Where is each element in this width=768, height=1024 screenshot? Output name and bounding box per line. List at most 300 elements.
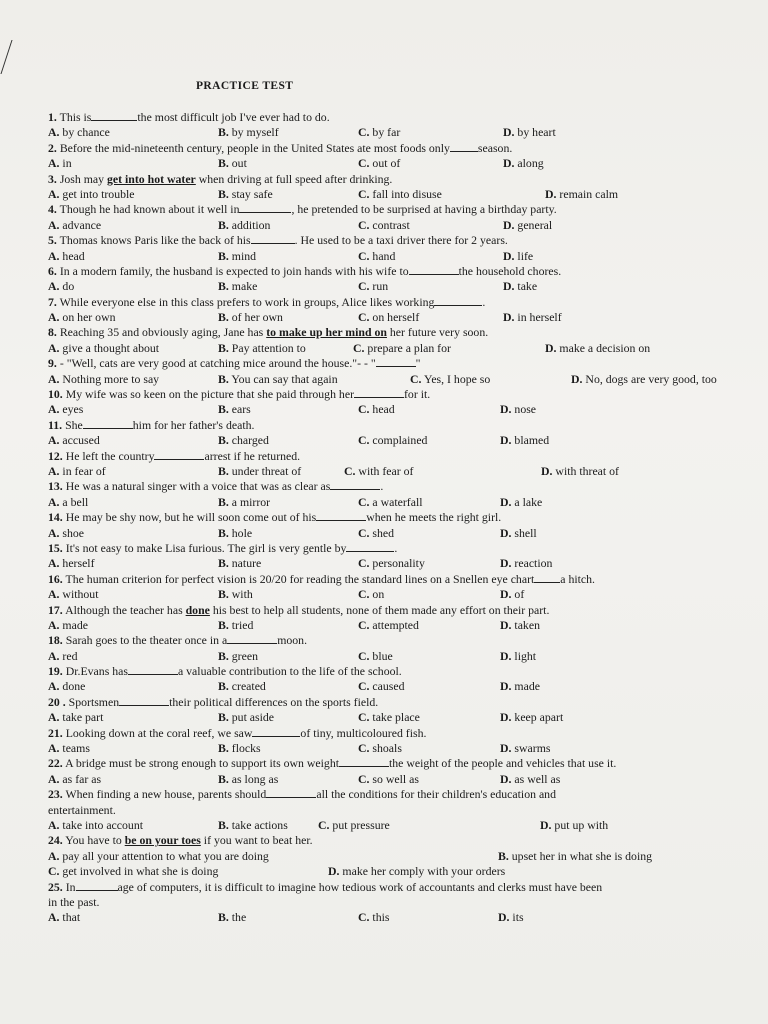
answer-option[interactable] — [358, 710, 420, 725]
answer-option[interactable] — [218, 249, 256, 264]
answer-blank — [76, 880, 118, 891]
answer-option[interactable] — [48, 249, 85, 264]
option-text: that — [62, 910, 81, 925]
option-letter: B. — [218, 402, 229, 417]
option-text: out of — [372, 156, 401, 171]
option-letter: B. — [218, 617, 229, 632]
question-stem — [48, 110, 738, 125]
option-letter: B. — [218, 340, 229, 355]
option-text: fall into disuse — [372, 186, 442, 201]
answer-option[interactable] — [48, 710, 103, 725]
option-letter: C. — [358, 494, 370, 509]
question-number: 14. — [48, 510, 63, 525]
answer-blank — [119, 695, 169, 706]
option-text: created — [231, 679, 266, 694]
option-letter: D. — [540, 817, 552, 832]
stem-text: the weight of the people and vehicles that use it. — [389, 756, 617, 771]
option-letter: A. — [48, 125, 60, 140]
options-row — [48, 679, 738, 694]
question-stem — [48, 202, 738, 217]
option-letter: C. — [358, 771, 370, 786]
stem-text: . — [394, 540, 398, 555]
option-text: taken — [514, 617, 540, 632]
answer-option[interactable] — [358, 125, 400, 140]
options-row — [48, 433, 738, 448]
options-row — [48, 372, 738, 387]
answer-option[interactable] — [344, 464, 413, 479]
question-stem — [48, 541, 738, 556]
option-letter: D. — [500, 433, 512, 448]
answer-option[interactable] — [500, 556, 552, 571]
options-row — [48, 526, 738, 541]
options-row — [48, 741, 738, 756]
answer-option[interactable] — [500, 526, 537, 541]
stem-text: Sportsmen — [68, 694, 120, 709]
answer-option[interactable] — [48, 310, 116, 325]
underlined-phrase: be on your toes — [124, 833, 201, 848]
stem-text: if you want to beat her. — [200, 833, 313, 848]
option-letter: B. — [218, 710, 229, 725]
option-text: by far — [372, 125, 401, 140]
question-stem — [48, 695, 738, 710]
option-letter: B. — [218, 741, 229, 756]
answer-blank — [409, 264, 459, 275]
answer-option[interactable] — [48, 279, 74, 294]
option-text: green — [231, 648, 258, 663]
answer-option[interactable] — [218, 556, 261, 571]
answer-option[interactable] — [48, 679, 85, 694]
option-letter: D. — [500, 771, 512, 786]
options-row — [48, 772, 738, 787]
answer-blank — [450, 141, 478, 152]
answer-option[interactable] — [358, 649, 393, 664]
option-text: flocks — [231, 741, 261, 756]
option-letter: A. — [48, 587, 60, 602]
stem-text: the most difficult job I've ever had to do. — [137, 110, 330, 124]
option-text: in — [62, 156, 72, 171]
option-letter: C. — [358, 648, 370, 663]
answer-option[interactable] — [410, 372, 490, 387]
option-text: contrast — [372, 217, 410, 232]
option-text: so well as — [372, 771, 419, 786]
stem-text: He may be shy now, but he will soon come out of his — [65, 510, 317, 525]
answer-option[interactable] — [571, 372, 717, 387]
options-row — [48, 587, 738, 602]
answer-option[interactable] — [328, 864, 505, 879]
answer-option[interactable] — [48, 587, 98, 602]
option-text: its — [512, 910, 524, 925]
option-text: shoals — [372, 741, 402, 756]
answer-option[interactable] — [358, 218, 410, 233]
option-text: with threat of — [555, 463, 619, 478]
option-letter: B. — [218, 463, 229, 478]
option-text: hand — [372, 248, 396, 263]
stem-text: He left the country — [65, 448, 155, 463]
answer-blank — [251, 233, 295, 244]
options-row — [48, 341, 738, 356]
answer-option[interactable] — [48, 433, 100, 448]
option-letter: D. — [500, 741, 512, 756]
option-text: get involved in what she is doing — [62, 864, 219, 879]
option-letter: C. — [358, 741, 370, 756]
option-text: general — [517, 217, 553, 232]
question-stem — [48, 479, 738, 494]
answer-option[interactable] — [358, 402, 395, 417]
option-letter: D. — [500, 525, 512, 540]
options-row — [48, 402, 738, 417]
answer-option[interactable] — [48, 218, 101, 233]
question-stem — [48, 572, 738, 587]
answer-option[interactable] — [358, 679, 405, 694]
options-row — [48, 310, 738, 325]
option-text: get into trouble — [62, 186, 135, 201]
answer-option[interactable] — [218, 433, 269, 448]
options-row — [48, 864, 738, 879]
stem-text: their political differences on the sports field. — [169, 694, 379, 709]
question-number: 3. — [48, 171, 57, 186]
underlined-phrase: done — [185, 602, 210, 617]
option-text: take part — [62, 710, 104, 725]
question-stem — [48, 726, 738, 741]
answer-option[interactable] — [500, 402, 536, 417]
answer-option[interactable] — [218, 402, 251, 417]
answer-option[interactable] — [503, 218, 552, 233]
answer-option[interactable] — [503, 156, 544, 171]
answer-option[interactable] — [358, 910, 389, 925]
answer-option[interactable] — [498, 910, 524, 925]
answer-option[interactable] — [218, 741, 261, 756]
option-letter: C. — [358, 910, 370, 925]
answer-option[interactable] — [48, 187, 135, 202]
answer-option[interactable] — [500, 710, 563, 725]
question-stem — [48, 325, 738, 340]
option-letter: C. — [358, 310, 370, 325]
option-text: take place — [372, 710, 420, 725]
stem-text: A bridge must be strong enough to support its own weight — [65, 756, 339, 771]
option-text: blue — [372, 648, 393, 663]
answer-blank — [154, 449, 204, 460]
answer-blank — [346, 541, 394, 552]
question-number: 1. — [48, 110, 57, 124]
option-letter: B. — [218, 771, 229, 786]
option-letter: D. — [498, 910, 510, 925]
option-letter: B. — [218, 156, 229, 171]
question-stem-continued: entertainment. — [48, 802, 116, 817]
options-row — [48, 710, 738, 725]
option-letter: C. — [410, 371, 422, 386]
stem-text: In a modern family, the husband is expected to join hands with his wife to — [59, 263, 409, 278]
answer-option[interactable] — [218, 495, 270, 510]
option-text: take actions — [231, 817, 288, 832]
stem-text: When finding a new house, parents should — [65, 787, 267, 802]
option-text: life — [517, 248, 534, 263]
question-number: 23. — [48, 787, 63, 802]
answer-option[interactable] — [218, 910, 246, 925]
answer-option[interactable] — [218, 618, 253, 633]
answer-option[interactable] — [358, 741, 402, 756]
answer-option[interactable] — [218, 772, 278, 787]
option-letter: D. — [503, 217, 515, 232]
option-letter: B. — [218, 679, 229, 694]
question-stem — [48, 141, 738, 156]
option-letter: D. — [500, 648, 512, 663]
stem-text: - "Well, cats are very good at catching mice around the house."- - " — [59, 356, 376, 371]
option-text: with fear of — [358, 463, 414, 478]
answer-blank — [128, 664, 178, 675]
answer-option[interactable] — [500, 772, 560, 787]
answer-option[interactable] — [48, 402, 83, 417]
stem-text: his best to help all students, none of them made any effort on their part. — [209, 602, 550, 617]
answer-option[interactable] — [545, 341, 650, 356]
option-text: as well as — [514, 771, 561, 786]
question-number: 13. — [48, 479, 63, 494]
answer-option[interactable] — [218, 372, 338, 387]
option-letter: D. — [500, 617, 512, 632]
option-text: make her comply with your orders — [342, 864, 506, 879]
answer-option[interactable] — [503, 279, 537, 294]
answer-option[interactable] — [358, 249, 395, 264]
stem-text: It's not easy to make Lisa furious. The girl is very gentle by — [65, 540, 347, 555]
answer-option[interactable] — [48, 849, 269, 864]
answer-option[interactable] — [218, 818, 288, 833]
answer-option[interactable] — [353, 341, 451, 356]
option-letter: B. — [218, 494, 229, 509]
answer-option[interactable] — [218, 649, 258, 664]
answer-option[interactable] — [503, 249, 533, 264]
option-letter: D. — [500, 587, 512, 602]
stem-text: Although the teacher has — [65, 602, 186, 617]
answer-option[interactable] — [318, 818, 390, 833]
question-stem — [48, 833, 738, 848]
option-letter: A. — [48, 402, 60, 417]
option-text: put up with — [554, 817, 609, 832]
option-letter: A. — [48, 494, 60, 509]
options-row — [48, 156, 738, 171]
option-text: the — [231, 910, 247, 925]
stem-text: Though he had known about it well in — [59, 202, 240, 217]
option-text: nature — [231, 556, 262, 571]
question-number: 22. — [48, 756, 63, 771]
answer-option[interactable] — [218, 710, 274, 725]
answer-option[interactable] — [358, 618, 419, 633]
answer-option[interactable] — [48, 818, 143, 833]
answer-option[interactable] — [500, 618, 540, 633]
answer-option[interactable] — [48, 495, 88, 510]
answer-option[interactable] — [48, 910, 80, 925]
option-letter: C. — [358, 679, 370, 694]
stem-text: him for her father's death. — [132, 417, 255, 432]
answer-option[interactable] — [218, 218, 270, 233]
answer-option[interactable] — [358, 433, 427, 448]
question-stem — [48, 664, 738, 679]
option-letter: D. — [503, 125, 515, 140]
options-row — [48, 187, 738, 202]
option-letter: A. — [48, 463, 60, 478]
stem-text: for it. — [404, 387, 431, 402]
answer-option[interactable] — [48, 772, 101, 787]
options-row — [48, 279, 738, 294]
answer-option[interactable] — [503, 125, 556, 140]
option-text: Nothing more to say — [62, 371, 160, 386]
option-text: on her own — [62, 310, 116, 325]
stem-text: This is — [59, 110, 92, 124]
answer-option[interactable] — [48, 341, 159, 356]
answer-option[interactable] — [358, 156, 400, 171]
answer-option[interactable] — [358, 772, 419, 787]
option-text: ears — [231, 402, 251, 417]
option-letter: D. — [503, 248, 515, 263]
option-letter: A. — [48, 310, 60, 325]
option-text: stay safe — [231, 186, 273, 201]
option-text: out — [231, 156, 247, 171]
option-letter: A. — [48, 340, 60, 355]
stem-text: Before the mid-nineteenth century, people in the United States ate most foods only — [59, 140, 450, 155]
option-text: by chance — [62, 125, 110, 140]
answer-option[interactable] — [48, 156, 72, 171]
option-text: Pay attention to — [231, 340, 306, 355]
option-letter: C. — [358, 525, 370, 540]
answer-option[interactable] — [358, 187, 442, 202]
answer-option[interactable] — [358, 310, 419, 325]
answer-blank — [339, 756, 389, 767]
stem-text: She — [65, 417, 83, 432]
answer-option[interactable] — [500, 679, 540, 694]
option-text: shoe — [62, 525, 85, 540]
page-title: PRACTICE TEST — [196, 80, 294, 92]
answer-option[interactable] — [498, 849, 652, 864]
answer-option[interactable] — [48, 372, 159, 387]
stem-text: age of computers, it is difficult to imagine how tedious work of accountants and clerks must have been — [117, 879, 603, 894]
option-text: of her own — [231, 310, 283, 325]
answer-option[interactable] — [500, 433, 549, 448]
option-letter: D. — [500, 710, 512, 725]
option-text: advance — [62, 217, 102, 232]
answer-option[interactable] — [358, 495, 423, 510]
options-row — [48, 849, 738, 864]
answer-option[interactable] — [48, 125, 110, 140]
answer-option[interactable] — [500, 741, 550, 756]
question-stem — [48, 172, 738, 187]
option-text: put aside — [231, 710, 275, 725]
option-letter: C. — [353, 340, 365, 355]
answer-option[interactable] — [540, 818, 608, 833]
answer-option[interactable] — [48, 864, 218, 879]
answer-option[interactable] — [218, 341, 306, 356]
option-letter: C. — [358, 217, 370, 232]
option-letter: A. — [48, 679, 60, 694]
stem-text: Looking down at the coral reef, we saw — [65, 725, 253, 740]
answer-option[interactable] — [218, 125, 279, 140]
option-letter: D. — [500, 679, 512, 694]
answer-option[interactable] — [358, 526, 394, 541]
option-letter: A. — [48, 217, 60, 232]
option-letter: B. — [218, 248, 229, 263]
option-text: eyes — [62, 402, 84, 417]
answer-option[interactable] — [218, 587, 253, 602]
options-row — [48, 556, 738, 571]
option-letter: C. — [358, 186, 370, 201]
option-letter: A. — [48, 279, 60, 294]
answer-option[interactable] — [218, 187, 273, 202]
question-number: 21. — [48, 725, 63, 740]
option-text: a waterfall — [372, 494, 423, 509]
question-number: 19. — [48, 664, 63, 679]
option-letter: C. — [358, 587, 370, 602]
option-text: swarms — [514, 741, 551, 756]
answer-option[interactable] — [218, 526, 252, 541]
answer-blank — [330, 479, 380, 490]
answer-option[interactable] — [218, 464, 301, 479]
answer-option[interactable] — [48, 741, 90, 756]
option-letter: A. — [48, 817, 60, 832]
option-text: of — [514, 587, 525, 602]
underlined-phrase: to make up her mind on — [266, 325, 387, 340]
option-letter: D. — [328, 864, 340, 879]
option-text: head — [62, 248, 85, 263]
answer-option[interactable] — [500, 495, 542, 510]
answer-option[interactable] — [218, 156, 247, 171]
answer-option[interactable] — [48, 556, 95, 571]
option-letter: B. — [218, 556, 229, 571]
option-text: do — [62, 279, 75, 294]
answer-option[interactable] — [358, 279, 388, 294]
answer-option[interactable] — [500, 649, 536, 664]
answer-option[interactable] — [545, 187, 618, 202]
pen-mark — [0, 40, 26, 74]
answer-option[interactable] — [48, 649, 78, 664]
stem-text: moon. — [277, 633, 308, 648]
option-letter: B. — [218, 279, 229, 294]
answer-option[interactable] — [218, 310, 283, 325]
option-text: accused — [62, 433, 100, 448]
answer-option[interactable] — [218, 279, 257, 294]
question-list — [48, 110, 738, 926]
options-row — [48, 910, 738, 925]
option-letter: D. — [541, 463, 553, 478]
answer-blank — [91, 110, 137, 121]
answer-option[interactable] — [218, 679, 266, 694]
option-text: charged — [231, 433, 269, 448]
answer-option[interactable] — [503, 310, 562, 325]
question-stem — [48, 756, 738, 771]
options-row — [48, 649, 738, 664]
options-row — [48, 125, 738, 140]
answer-option[interactable] — [358, 587, 384, 602]
option-text: without — [62, 587, 99, 602]
answer-option[interactable] — [541, 464, 619, 479]
stem-text: arrest if he returned. — [204, 448, 301, 463]
option-text: a mirror — [231, 494, 271, 509]
answer-option[interactable] — [48, 526, 84, 541]
answer-option[interactable] — [358, 556, 425, 571]
option-letter: B. — [218, 217, 229, 232]
option-text: made — [514, 679, 540, 694]
option-letter: C. — [48, 864, 60, 879]
option-letter: B. — [218, 648, 229, 663]
answer-option[interactable] — [48, 464, 106, 479]
answer-option[interactable] — [48, 618, 88, 633]
question-number: 17. — [48, 602, 63, 617]
option-letter: D. — [500, 494, 512, 509]
option-letter: C. — [358, 402, 370, 417]
answer-blank — [239, 202, 291, 213]
option-text: made — [62, 617, 88, 632]
answer-option[interactable] — [500, 587, 524, 602]
option-text: herself — [62, 556, 95, 571]
question-stem — [48, 356, 738, 371]
option-text: a lake — [514, 494, 543, 509]
option-text: nose — [514, 402, 537, 417]
